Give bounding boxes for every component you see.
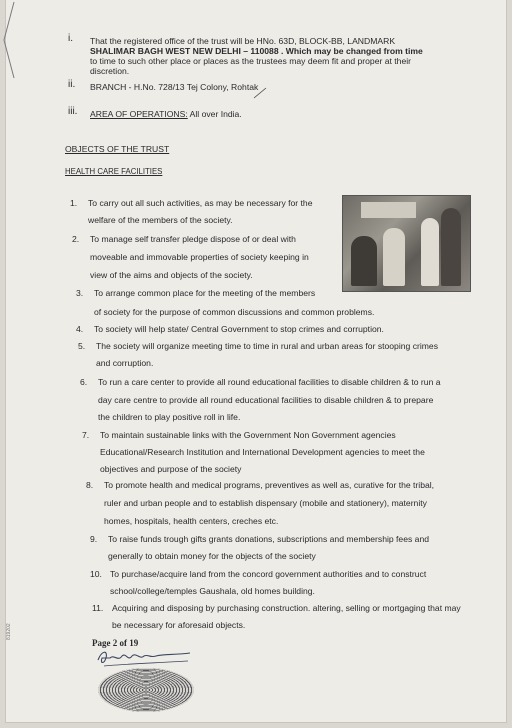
- area-label: AREA OF OPERATIONS:: [90, 109, 188, 119]
- header-item-number: i.: [68, 33, 73, 44]
- object-number: 6.: [80, 377, 88, 387]
- object-line: generally to obtain money for the objects of the society: [108, 551, 316, 561]
- pen-mark-icon: [252, 84, 272, 100]
- side-mark: 819202: [6, 623, 12, 640]
- subsection-title: HEALTH CARE FACILITIES: [65, 167, 163, 176]
- object-number: 4.: [76, 324, 84, 334]
- object-line: ruler and urban people and to establish dispensary (mobile and stationery), maternity: [104, 498, 427, 508]
- object-line: The society will organize meeting time to time in rural and urban areas for stooping crimes: [96, 341, 438, 351]
- object-line: To raise funds trough gifts grants donations, subscriptions and membership fees and: [108, 534, 430, 544]
- object-line: day care centre to provide all round educational facilities to disable children & to prepare: [98, 395, 434, 405]
- object-number: 7.: [82, 430, 90, 440]
- header-item-number: ii.: [68, 79, 76, 90]
- header-item-line: SHALIMAR BAGH WEST NEW DELHI – 110088 . Which may be changed from time: [90, 46, 423, 56]
- header-item-number: iii.: [68, 106, 78, 117]
- branch-line: BRANCH - H.No. 728/13 Tej Colony, Rohtak: [90, 82, 259, 92]
- object-number: 11.: [92, 603, 104, 613]
- header-item-line: to time to such other place or places as the trustees may deem fit and proper at their: [90, 56, 411, 66]
- object-line: Acquiring and disposing by purchasing construction. altering, selling or mortgaging that may: [112, 603, 461, 613]
- photo-banner: [361, 202, 416, 218]
- object-line: To purchase/acquire land from the concord government authorities and to construct: [110, 569, 427, 579]
- object-line: To arrange common place for the meeting of the members: [94, 288, 316, 298]
- object-number: 3.: [76, 288, 84, 298]
- object-number: 8.: [86, 480, 94, 490]
- object-line: view of the aims and objects of the society.: [90, 270, 253, 280]
- object-line: of society for the purpose of common discussions and common problems.: [94, 307, 375, 317]
- object-line: To carry out all such activities, as may be necessary for the: [88, 198, 313, 208]
- object-line: and corruption.: [96, 358, 154, 368]
- section-title: OBJECTS OF THE TRUST: [65, 144, 170, 154]
- object-line: moveable and immovable properties of society keeping in: [90, 252, 309, 262]
- object-number: 10.: [90, 569, 102, 579]
- object-number: 9.: [90, 534, 98, 544]
- header-item-line: That the registered office of the trust will be HNo. 63D, BLOCK-BB, LANDMARK: [90, 36, 396, 46]
- object-line: To manage self transfer pledge dispose of or deal with: [90, 234, 296, 244]
- object-line: To maintain sustainable links with the Government Non Government agencies: [100, 430, 396, 440]
- area-of-operations-line: [90, 109, 242, 119]
- object-line: objectives and purpose of the society: [100, 464, 242, 474]
- group-photograph: [342, 195, 471, 292]
- object-line: To run a care center to provide all round educational facilities to disable children & to run a: [98, 377, 441, 387]
- object-number: 1.: [70, 198, 78, 208]
- area-value: All over India.: [187, 109, 242, 119]
- object-line: To society will help state/ Central Government to stop crimes and corruption.: [94, 324, 384, 334]
- object-line: homes, hospitals, health centers, creches etc.: [104, 516, 279, 526]
- object-line: the children to play positive roll in life.: [98, 412, 241, 422]
- object-line: To promote health and medical programs, preventives as well as, curative for the tribal,: [104, 480, 435, 490]
- margin-mark-icon: [0, 0, 20, 80]
- header-item-line: discretion.: [90, 66, 130, 76]
- page-number-label: Page 2 of 19: [92, 638, 139, 648]
- object-number: 2.: [72, 234, 80, 244]
- thumbprint-icon: [98, 668, 194, 712]
- object-number: 5.: [78, 341, 86, 351]
- object-line: school/college/temples Gaushala, old homes building.: [110, 586, 315, 596]
- object-line: Educational/Research Institution and International Development agencies to meet the: [100, 447, 425, 457]
- object-line: welfare of the members of the society.: [88, 215, 233, 225]
- document-page: [6, 0, 506, 722]
- object-line: be necessary for aforesaid objects.: [112, 620, 246, 630]
- signature-icon: [94, 646, 194, 670]
